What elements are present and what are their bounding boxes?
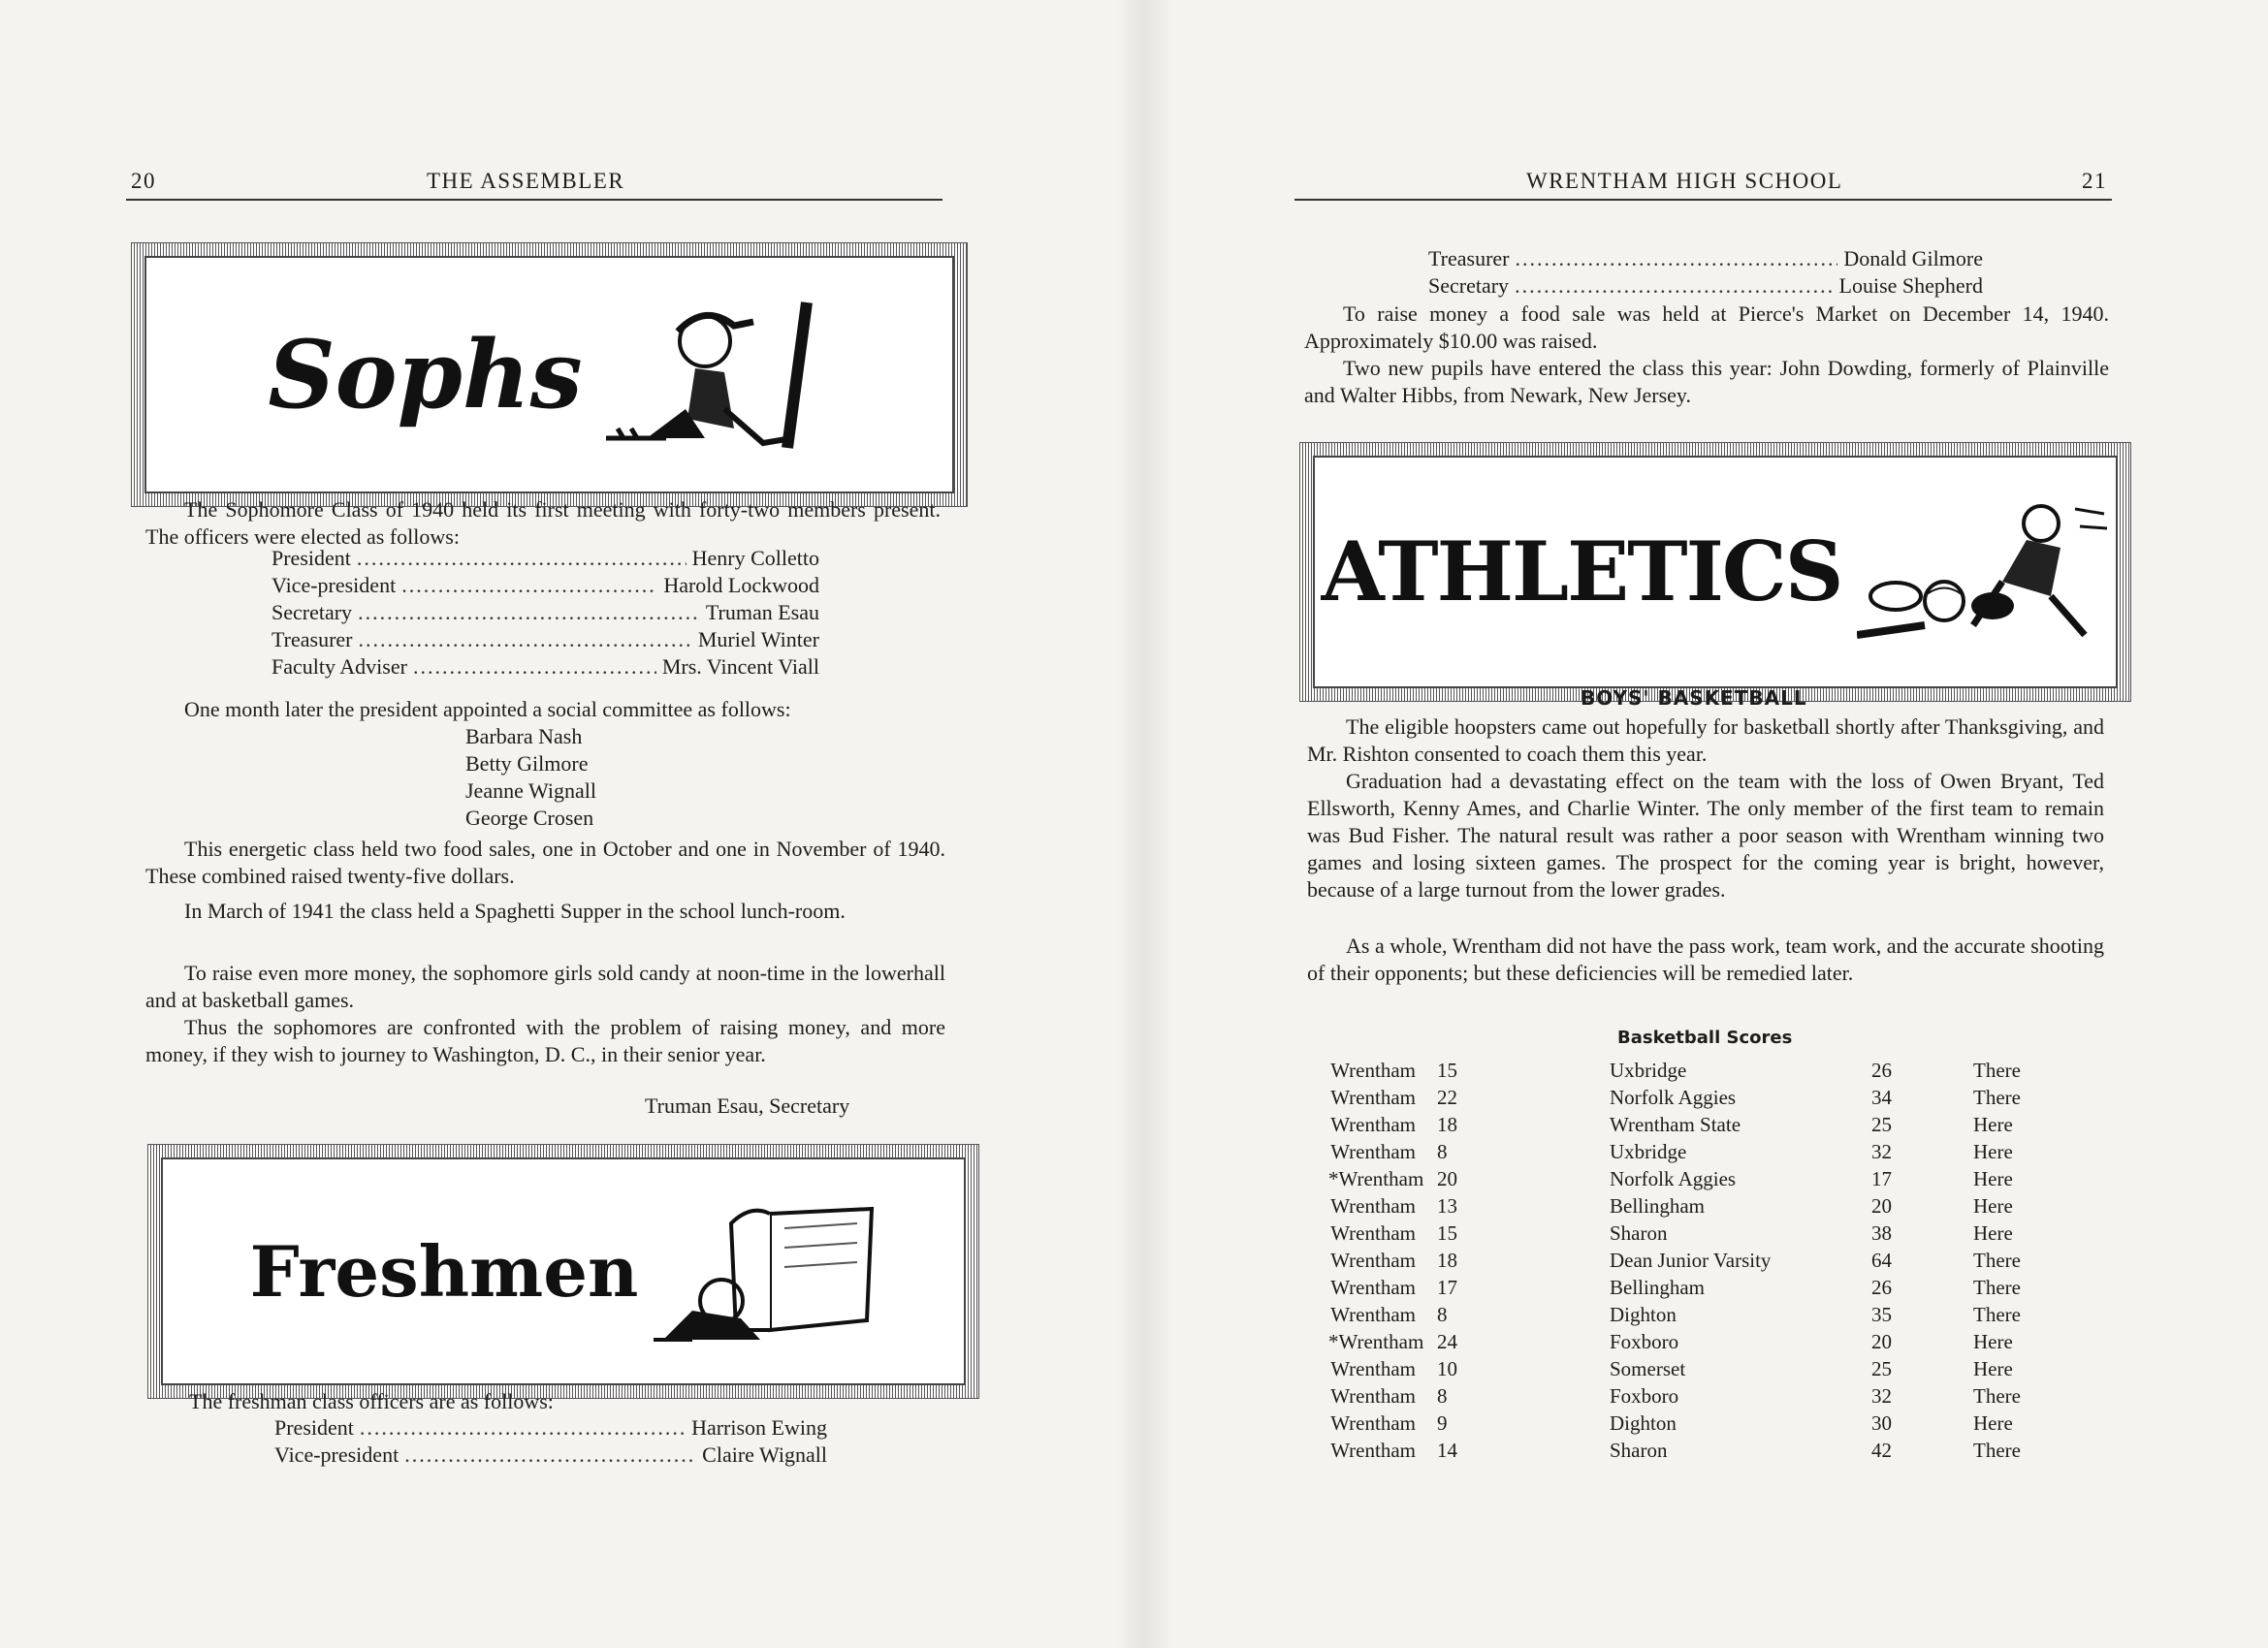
officer-name: Donald Gilmore: [1843, 246, 1983, 270]
game-location: Here: [1973, 1357, 2013, 1380]
sophs-banner: [131, 242, 968, 507]
opponent-name: Somerset: [1610, 1357, 1686, 1380]
score-row: [1330, 1384, 2056, 1411]
opponent-name: Uxbridge: [1610, 1140, 1687, 1163]
officer-role: President: [272, 546, 351, 570]
game-location: Here: [1973, 1411, 2013, 1435]
para-candy: To raise even more money, the sophomore girls sold candy at noon-time in the lowerhall and at basketball games.: [145, 961, 945, 1012]
opponent-score: 17: [1871, 1167, 1892, 1190]
score-row: [1330, 1411, 2056, 1439]
team-name: Wrentham: [1330, 1249, 1416, 1272]
team-name: Wrentham: [1330, 1303, 1416, 1326]
game-location: Here: [1973, 1167, 2013, 1190]
officer-role: Vice-president: [272, 573, 397, 597]
committee-member: Betty Gilmore: [465, 751, 589, 776]
opponent-name: Wrentham State: [1610, 1113, 1741, 1136]
team-score: 14: [1437, 1439, 1457, 1462]
officer-role: Vice-president: [274, 1442, 399, 1467]
freshman-officer-row: [274, 1415, 827, 1441]
team-score: 15: [1437, 1059, 1457, 1082]
game-location: There: [1973, 1059, 2021, 1082]
right-page-number: 21: [2082, 169, 2107, 193]
game-location: There: [1973, 1086, 2021, 1109]
freshmen-banner-title: Freshmen: [249, 1229, 639, 1313]
opponent-score: 34: [1871, 1086, 1892, 1109]
basketball-para-1: The eligible hoopsters came out hopefully for basketball shortly after Thanksgiving, and Mr. Rishton consented to coach them this year.: [1307, 714, 2104, 766]
team-score: 18: [1437, 1113, 1457, 1136]
team-name: *Wrentham: [1328, 1167, 1424, 1190]
team-name: Wrentham: [1330, 1140, 1416, 1163]
sophs-banner-title: Sophs: [268, 319, 583, 429]
officer-name: Mrs. Vincent Viall: [661, 654, 819, 679]
officer-name: Claire Wignall: [702, 1442, 827, 1467]
athletics-banner: [1299, 442, 2131, 702]
officer-role: Faculty Adviser: [272, 654, 407, 679]
team-score: 17: [1437, 1276, 1457, 1299]
score-row: [1330, 1303, 2056, 1330]
para-new-pupils: Two new pupils have entered the class this year: John Dowding, formerly of Plainville and Walter Hibbs, from Newark, New Jersey.: [1304, 356, 2109, 407]
officer-name: Louise Shepherd: [1838, 273, 1983, 298]
team-score: 8: [1437, 1303, 1448, 1326]
team-score: 15: [1437, 1221, 1457, 1245]
right-running-head: WRENTHAM HIGH SCHOOL: [1526, 169, 1843, 193]
basketball-para-2: Graduation had a devastating effect on the team with the loss of Owen Bryant, Ted Ellsworth, Kenny Ames, and Charlie Winter. The only member of the first team to remain was Bud Fisher. The natural result was rather a poor season with Wrentham winning two games and losing sixteen games. The prospect for the coming year is bright, however, because of a large turnout from the lower grades.: [1307, 769, 2104, 902]
opponent-score: 26: [1871, 1276, 1892, 1299]
opponent-score: 20: [1871, 1330, 1892, 1353]
score-row: [1328, 1167, 2056, 1194]
basketball-para-3: As a whole, Wrentham did not have the pass work, team work, and the accurate shooting of their opponents; but these deficiencies will be remedied later.: [1307, 934, 2104, 985]
scores-heading: Basketball Scores: [1617, 1028, 1793, 1048]
team-name: Wrentham: [1330, 1384, 1416, 1408]
officer-row: [272, 546, 819, 571]
opponent-name: Sharon: [1610, 1221, 1668, 1245]
left-running-head: THE ASSEMBLER: [427, 169, 625, 193]
team-name: Wrentham: [1330, 1357, 1416, 1380]
officer-role: President: [274, 1415, 354, 1440]
opponent-score: 20: [1871, 1194, 1892, 1218]
officer-name: Henry Colletto: [691, 546, 819, 570]
committee-list: [465, 723, 596, 832]
game-location: There: [1973, 1249, 2021, 1272]
para-pierces-market: To raise money a food sale was held at Pierce's Market on December 14, 1940. Approximately $10.00 was raised.: [1304, 301, 2109, 353]
right-header-rule: [1294, 199, 2112, 201]
opponent-score: 64: [1871, 1249, 1892, 1272]
team-name: Wrentham: [1330, 1059, 1416, 1082]
game-location: There: [1973, 1276, 2021, 1299]
team-score: 8: [1437, 1140, 1448, 1163]
team-score: 8: [1437, 1384, 1448, 1408]
score-row: [1330, 1194, 2056, 1221]
team-score: 13: [1437, 1194, 1457, 1218]
officer-role: Treasurer: [272, 627, 353, 651]
team-name: Wrentham: [1330, 1276, 1416, 1299]
opponent-score: 30: [1871, 1411, 1892, 1435]
officer-role: Treasurer: [1428, 246, 1510, 270]
sophs-intro: The Sophomore Class of 1940 held its first meeting with forty-two members present. The officers were elected as follows:: [145, 497, 941, 549]
freshmen-intro: The freshman class officers are as follows:: [189, 1389, 554, 1413]
team-name: Wrentham: [1330, 1439, 1416, 1462]
game-location: There: [1973, 1384, 2021, 1408]
opponent-name: Foxboro: [1610, 1384, 1679, 1408]
right-page: [1134, 0, 2268, 1648]
opponent-name: Uxbridge: [1610, 1059, 1687, 1082]
score-row: [1330, 1086, 2056, 1113]
officer-name: Muriel Winter: [697, 627, 819, 651]
opponent-score: 38: [1871, 1221, 1892, 1245]
officer-row: [272, 600, 819, 625]
team-score: 9: [1437, 1411, 1448, 1435]
para-food-sales: This energetic class held two food sales, one in October and one in November of 1940. These combined raised twenty-five dollars.: [145, 837, 945, 888]
score-row: [1330, 1140, 2056, 1167]
committee-member: Barbara Nash: [465, 724, 583, 748]
score-row: [1328, 1330, 2056, 1357]
game-location: There: [1973, 1303, 2021, 1326]
game-location: Here: [1973, 1140, 2013, 1163]
team-name: Wrentham: [1330, 1113, 1416, 1136]
opponent-name: Dighton: [1610, 1411, 1677, 1435]
left-header-rule: [126, 199, 942, 201]
team-score: 22: [1437, 1086, 1457, 1109]
team-score: 20: [1437, 1167, 1457, 1190]
team-score: 24: [1437, 1330, 1457, 1353]
team-score: 10: [1437, 1357, 1457, 1380]
opponent-score: 42: [1871, 1439, 1892, 1462]
officer-name: Harold Lockwood: [663, 573, 819, 597]
opponent-name: Bellingham: [1610, 1276, 1705, 1299]
athletics-banner-title: ATHLETICS: [1321, 523, 1842, 619]
team-name: Wrentham: [1330, 1194, 1416, 1218]
game-location: Here: [1973, 1113, 2013, 1136]
team-name: Wrentham: [1330, 1086, 1416, 1109]
child-with-book-drawing: [654, 1194, 877, 1349]
freshman-officer-row: [274, 1442, 827, 1468]
opponent-name: Dean Junior Varsity: [1610, 1249, 1772, 1272]
committee-intro: One month later the president appointed a social committee as follows:: [184, 697, 791, 721]
officer-role: Secretary: [272, 600, 353, 624]
officer-role: Secretary: [1428, 273, 1510, 298]
boy-with-bat-drawing: [598, 293, 831, 458]
officer-row: [272, 654, 819, 680]
score-row: [1330, 1113, 2056, 1140]
opponent-name: Sharon: [1610, 1439, 1668, 1462]
score-row: [1330, 1249, 2056, 1276]
score-row: [1330, 1439, 2056, 1466]
team-name: Wrentham: [1330, 1411, 1416, 1435]
officer-name: Truman Esau: [705, 600, 819, 624]
athlete-with-equipment-drawing: [1857, 490, 2109, 654]
team-score: 18: [1437, 1249, 1457, 1272]
opponent-name: Dighton: [1610, 1303, 1677, 1326]
game-location: There: [1973, 1439, 2021, 1462]
freshmen-banner: [147, 1144, 979, 1399]
score-row: [1330, 1276, 2056, 1303]
committee-member: Jeanne Wignall: [465, 778, 596, 803]
game-location: Here: [1973, 1330, 2013, 1353]
officer-row: [272, 573, 819, 598]
opponent-score: 26: [1871, 1059, 1892, 1082]
officer-row: [1428, 246, 1983, 271]
scores-table: [1328, 1059, 2056, 1466]
committee-member: George Crosen: [465, 806, 594, 830]
score-row: [1330, 1221, 2056, 1249]
left-page-number: 20: [131, 169, 156, 193]
team-name: Wrentham: [1330, 1221, 1416, 1245]
game-location: Here: [1973, 1194, 2013, 1218]
opponent-name: Norfolk Aggies: [1610, 1167, 1737, 1190]
officer-row: [1428, 273, 1983, 299]
opponent-name: Foxboro: [1610, 1330, 1679, 1353]
opponent-score: 32: [1871, 1384, 1892, 1408]
officer-row: [272, 627, 819, 652]
signature: Truman Esau, Secretary: [645, 1093, 850, 1118]
score-row: [1330, 1059, 2056, 1086]
opponent-name: Bellingham: [1610, 1194, 1705, 1218]
boys-basketball-heading: BOYS' BASKETBALL: [1581, 686, 1807, 710]
opponent-name: Norfolk Aggies: [1610, 1086, 1737, 1109]
opponent-score: 32: [1871, 1140, 1892, 1163]
para-spaghetti: In March of 1941 the class held a Spaghetti Supper in the school lunch-room.: [184, 899, 846, 923]
opponent-score: 25: [1871, 1113, 1892, 1136]
game-location: Here: [1973, 1221, 2013, 1245]
opponent-score: 25: [1871, 1357, 1892, 1380]
para-thus: Thus the sophomores are confronted with the problem of raising money, and more money, if they wish to journey to Washington, D. C., in their senior year.: [145, 1015, 945, 1066]
opponent-score: 35: [1871, 1303, 1892, 1326]
score-row: [1330, 1357, 2056, 1384]
team-name: *Wrentham: [1328, 1330, 1424, 1353]
officer-name: Harrison Ewing: [691, 1415, 827, 1440]
